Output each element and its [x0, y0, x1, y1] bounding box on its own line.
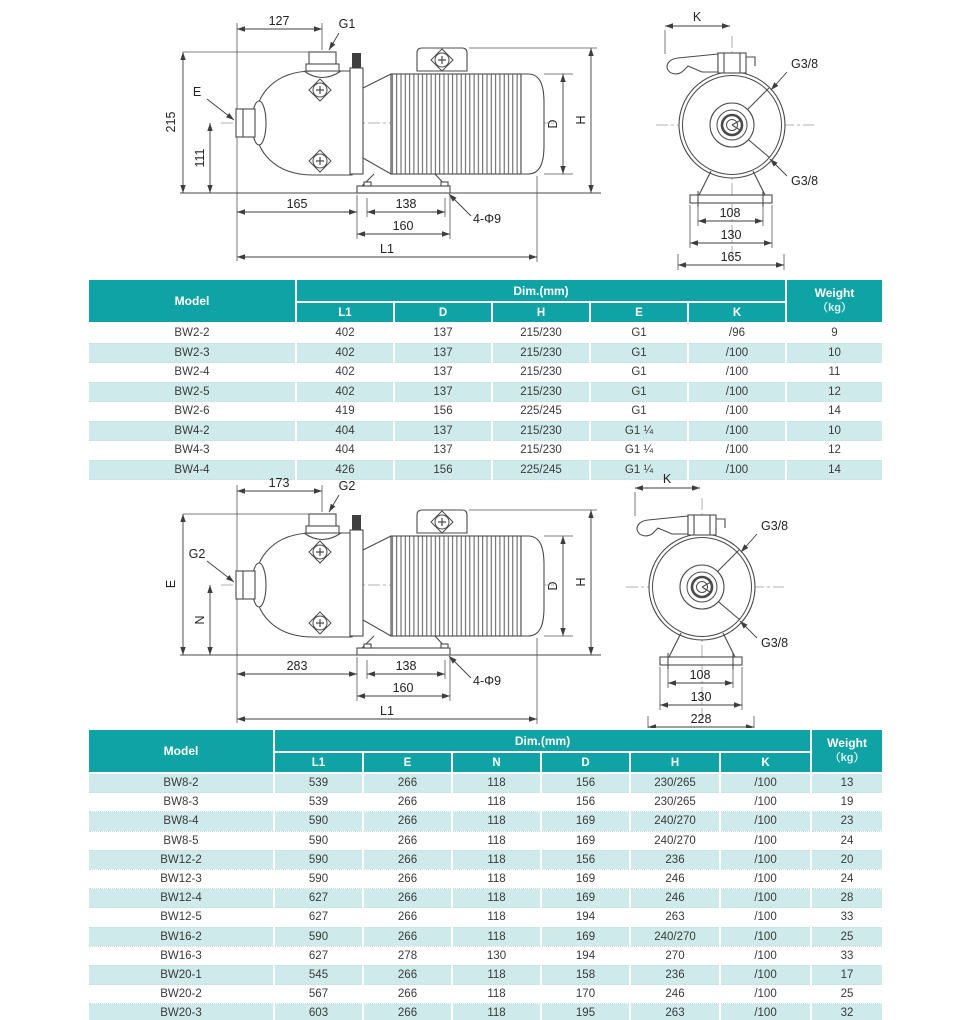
- dim-label-height-outer: E: [164, 579, 178, 589]
- value-cell: 137: [394, 343, 492, 363]
- model-cell: BW4-2: [88, 421, 296, 441]
- value-cell: 10: [786, 343, 883, 363]
- plug-label-bottom: G3/8: [791, 174, 819, 188]
- value-cell: 225/245: [492, 460, 590, 480]
- dim-label-base: 130: [720, 228, 742, 242]
- pump-end-view-drawing-1: [640, 8, 960, 274]
- value-cell: 404: [296, 421, 394, 441]
- value-cell: 118: [452, 773, 541, 793]
- value-cell: 137: [394, 382, 492, 402]
- value-cell: 118: [452, 1004, 541, 1020]
- value-cell: 225/245: [492, 402, 590, 422]
- value-cell: 118: [452, 869, 541, 888]
- value-cell: 230/265: [630, 793, 720, 812]
- model-cell: BW2-6: [88, 402, 296, 422]
- model-column-header: Model: [88, 729, 274, 773]
- value-cell: 266: [363, 985, 452, 1004]
- value-cell: 156: [541, 850, 630, 869]
- value-cell: 240/270: [630, 831, 720, 850]
- value-cell: 137: [394, 441, 492, 461]
- value-cell: /96: [688, 323, 786, 343]
- dim-label-bolt: 108: [689, 668, 711, 682]
- dim-label-total-height: H: [574, 577, 588, 587]
- port-label-top: G2: [338, 479, 356, 493]
- table-row: [88, 965, 883, 984]
- value-cell: 240/270: [630, 812, 720, 831]
- value-cell: 266: [363, 869, 452, 888]
- table-row: [88, 850, 883, 869]
- value-cell: G1 ¼: [590, 460, 688, 480]
- value-cell: 137: [394, 421, 492, 441]
- motor-fins: [391, 536, 521, 636]
- value-cell: 11: [786, 363, 883, 383]
- model-cell: BW20-3: [88, 1004, 274, 1020]
- model-cell: BW8-5: [88, 831, 274, 850]
- pump-casing: [255, 533, 352, 637]
- value-cell: /100: [720, 793, 811, 812]
- value-cell: /100: [688, 363, 786, 383]
- dim-label-overall: 165: [720, 250, 742, 264]
- value-cell: /100: [688, 460, 786, 480]
- value-cell: 130: [452, 946, 541, 965]
- value-cell: 19: [811, 793, 883, 812]
- model-cell: BW12-5: [88, 908, 274, 927]
- coupling: [350, 530, 363, 636]
- value-cell: 266: [363, 1004, 452, 1020]
- dim-column-header: L1: [296, 302, 394, 323]
- value-cell: 236: [630, 965, 720, 984]
- dim-column-header: N: [452, 752, 541, 773]
- model-cell: BW2-2: [88, 323, 296, 343]
- value-cell: 13: [811, 773, 883, 793]
- model-column-header: Model: [88, 279, 296, 323]
- table-row: [88, 402, 883, 422]
- value-cell: 603: [274, 1004, 363, 1020]
- value-cell: 246: [630, 985, 720, 1004]
- base-plate: [690, 195, 772, 203]
- vent-plug: [352, 53, 361, 68]
- value-cell: /100: [688, 441, 786, 461]
- value-cell: 627: [274, 889, 363, 908]
- dimension-table-bw2-bw4: [87, 278, 884, 480]
- dim-column-header: D: [541, 752, 630, 773]
- plug-label-top: G3/8: [791, 57, 819, 71]
- value-cell: G1: [590, 363, 688, 383]
- value-cell: 402: [296, 382, 394, 402]
- value-cell: 20: [811, 850, 883, 869]
- value-cell: 118: [452, 927, 541, 946]
- dim-label-foot-left: 165: [286, 197, 308, 211]
- value-cell: 195: [541, 1004, 630, 1020]
- value-cell: 590: [274, 812, 363, 831]
- pump-casing: [255, 71, 352, 175]
- value-cell: G1: [590, 323, 688, 343]
- value-cell: 25: [811, 985, 883, 1004]
- bolt-note-label: 4-Φ9: [473, 212, 502, 226]
- dim-column-header: E: [363, 752, 452, 773]
- dim-label-foot-len: 160: [392, 681, 414, 695]
- value-cell: 539: [274, 773, 363, 793]
- motor-fins: [391, 74, 521, 174]
- value-cell: 230/265: [630, 773, 720, 793]
- value-cell: 266: [363, 812, 452, 831]
- value-cell: 137: [394, 363, 492, 383]
- value-cell: 263: [630, 1004, 720, 1020]
- value-cell: 169: [541, 831, 630, 850]
- value-cell: G1: [590, 382, 688, 402]
- value-cell: 266: [363, 831, 452, 850]
- dim-label-k: K: [662, 472, 672, 486]
- value-cell: 170: [541, 985, 630, 1004]
- pump-end-view-drawing-2: [610, 470, 930, 736]
- table-row: [88, 323, 883, 343]
- dim-label-overall: 228: [690, 712, 712, 726]
- dim-label-k: K: [692, 10, 702, 24]
- value-cell: 194: [541, 946, 630, 965]
- model-cell: BW2-3: [88, 343, 296, 363]
- value-cell: 24: [811, 831, 883, 850]
- value-cell: 118: [452, 965, 541, 984]
- table-row: [88, 1004, 883, 1020]
- value-cell: 156: [541, 793, 630, 812]
- value-cell: 169: [541, 812, 630, 831]
- value-cell: 137: [394, 323, 492, 343]
- weight-column-header: Weight （kg）: [786, 279, 883, 323]
- value-cell: 590: [274, 869, 363, 888]
- plug-label-bottom: G3/8: [761, 636, 789, 650]
- value-cell: 215/230: [492, 421, 590, 441]
- dim-label-total-height: H: [574, 115, 588, 125]
- model-cell: BW12-4: [88, 889, 274, 908]
- value-cell: 246: [630, 889, 720, 908]
- discharge-spout: [667, 54, 718, 74]
- value-cell: 266: [363, 793, 452, 812]
- value-cell: 215/230: [492, 323, 590, 343]
- value-cell: 118: [452, 908, 541, 927]
- table-row: [88, 908, 883, 927]
- dim-label-foot-len: 160: [392, 219, 414, 233]
- value-cell: 402: [296, 323, 394, 343]
- dim-column-header: D: [394, 302, 492, 323]
- value-cell: 263: [630, 908, 720, 927]
- dim-label-base: 130: [690, 690, 712, 704]
- inlet-label: E: [192, 85, 202, 99]
- value-cell: 156: [394, 460, 492, 480]
- top-port: [718, 53, 746, 73]
- value-cell: /100: [688, 421, 786, 441]
- pump-side-view-drawing-1: [85, 8, 615, 270]
- dim-label-foot-left: 283: [286, 659, 308, 673]
- value-cell: 10: [786, 421, 883, 441]
- value-cell: /100: [720, 850, 811, 869]
- value-cell: 236: [630, 850, 720, 869]
- value-cell: 32: [811, 1004, 883, 1020]
- model-cell: BW4-4: [88, 460, 296, 480]
- value-cell: /100: [720, 946, 811, 965]
- table-row: [88, 382, 883, 402]
- dim-label-bolt: 108: [719, 206, 741, 220]
- dim-label-top-width: 127: [268, 14, 290, 28]
- dimension-table-bw8-bw20: [87, 728, 884, 1020]
- discharge-spout: [637, 516, 688, 536]
- dim-label-bolt-span: 138: [395, 197, 417, 211]
- value-cell: 12: [786, 382, 883, 402]
- value-cell: 14: [786, 402, 883, 422]
- value-cell: 14: [786, 460, 883, 480]
- table-row: [88, 946, 883, 965]
- dim-label-total-len: L1: [380, 242, 394, 256]
- table-row: [88, 812, 883, 831]
- coupling: [350, 68, 363, 174]
- motor-end-cap: [521, 74, 544, 174]
- value-cell: 169: [541, 927, 630, 946]
- dim-column-header: H: [492, 302, 590, 323]
- value-cell: /100: [720, 985, 811, 1004]
- value-cell: G1: [590, 343, 688, 363]
- dim-label-motor-dia: D: [546, 119, 560, 129]
- value-cell: /100: [720, 869, 811, 888]
- inlet-label: G2: [188, 547, 206, 561]
- value-cell: 118: [452, 812, 541, 831]
- value-cell: 404: [296, 441, 394, 461]
- value-cell: /100: [688, 382, 786, 402]
- table-row: [88, 343, 883, 363]
- dim-column-header: E: [590, 302, 688, 323]
- value-cell: /100: [720, 965, 811, 984]
- model-cell: BW2-5: [88, 382, 296, 402]
- value-cell: 240/270: [630, 927, 720, 946]
- dim-label-height-inner: N: [193, 615, 207, 625]
- value-cell: /100: [720, 812, 811, 831]
- table-row: [88, 869, 883, 888]
- top-port: [688, 515, 716, 535]
- table-row: [88, 793, 883, 812]
- value-cell: 545: [274, 965, 363, 984]
- value-cell: 266: [363, 927, 452, 946]
- model-cell: BW16-3: [88, 946, 274, 965]
- value-cell: 215/230: [492, 441, 590, 461]
- base-plate: [357, 186, 450, 193]
- value-cell: 426: [296, 460, 394, 480]
- inlet-port: [236, 109, 255, 137]
- value-cell: 33: [811, 908, 883, 927]
- table-row: [88, 773, 883, 793]
- value-cell: 23: [811, 812, 883, 831]
- dim-group-header: Dim.(mm): [296, 279, 786, 302]
- value-cell: 156: [541, 773, 630, 793]
- value-cell: 24: [811, 869, 883, 888]
- value-cell: 156: [394, 402, 492, 422]
- value-cell: 278: [363, 946, 452, 965]
- motor-end-cap: [521, 536, 544, 636]
- dim-column-header: L1: [274, 752, 363, 773]
- model-cell: BW20-2: [88, 985, 274, 1004]
- table-row: [88, 889, 883, 908]
- value-cell: 17: [811, 965, 883, 984]
- value-cell: 118: [452, 793, 541, 812]
- model-cell: BW20-1: [88, 965, 274, 984]
- value-cell: /100: [688, 343, 786, 363]
- plug-label-top: G3/8: [761, 519, 789, 533]
- pump-side-view-drawing-2: [85, 470, 615, 732]
- dim-column-header: K: [720, 752, 811, 773]
- value-cell: 28: [811, 889, 883, 908]
- value-cell: 590: [274, 927, 363, 946]
- model-cell: BW16-2: [88, 927, 274, 946]
- table-row: [88, 421, 883, 441]
- value-cell: 12: [786, 441, 883, 461]
- value-cell: 215/230: [492, 343, 590, 363]
- value-cell: 215/230: [492, 382, 590, 402]
- value-cell: 33: [811, 946, 883, 965]
- value-cell: 627: [274, 908, 363, 927]
- dim-group-header: Dim.(mm): [274, 729, 811, 752]
- model-cell: BW12-2: [88, 850, 274, 869]
- value-cell: 539: [274, 793, 363, 812]
- dim-label-bolt-span: 138: [395, 659, 417, 673]
- base-plate: [357, 648, 450, 655]
- model-cell: BW4-3: [88, 441, 296, 461]
- value-cell: 266: [363, 965, 452, 984]
- value-cell: 419: [296, 402, 394, 422]
- value-cell: 266: [363, 850, 452, 869]
- value-cell: G1: [590, 402, 688, 422]
- dim-column-header: H: [630, 752, 720, 773]
- value-cell: 270: [630, 946, 720, 965]
- dim-column-header: K: [688, 302, 786, 323]
- value-cell: 266: [363, 908, 452, 927]
- value-cell: 590: [274, 831, 363, 850]
- table-row: [88, 927, 883, 946]
- value-cell: 246: [630, 869, 720, 888]
- model-cell: BW12-3: [88, 869, 274, 888]
- value-cell: /100: [720, 773, 811, 793]
- base-plate: [660, 657, 742, 665]
- dim-label-total-len: L1: [380, 704, 394, 718]
- value-cell: 118: [452, 850, 541, 869]
- table-row: [88, 441, 883, 461]
- port-label-top: G1: [338, 17, 356, 31]
- table-row: [88, 363, 883, 383]
- table-row: [88, 831, 883, 850]
- weight-column-header: Weight （kg）: [811, 729, 883, 773]
- value-cell: /100: [720, 1004, 811, 1020]
- value-cell: /100: [720, 908, 811, 927]
- value-cell: 169: [541, 889, 630, 908]
- value-cell: 118: [452, 831, 541, 850]
- value-cell: 169: [541, 869, 630, 888]
- value-cell: 158: [541, 965, 630, 984]
- dim-label-motor-dia: D: [546, 581, 560, 591]
- model-cell: BW8-3: [88, 793, 274, 812]
- model-cell: BW2-4: [88, 363, 296, 383]
- bolt-note-label: 4-Φ9: [473, 674, 502, 688]
- value-cell: 215/230: [492, 363, 590, 383]
- value-cell: 266: [363, 889, 452, 908]
- value-cell: /100: [720, 889, 811, 908]
- inlet-port: [236, 571, 255, 599]
- value-cell: 118: [452, 985, 541, 1004]
- value-cell: 266: [363, 773, 452, 793]
- table-row: [88, 985, 883, 1004]
- value-cell: /100: [688, 402, 786, 422]
- vent-plug: [352, 515, 361, 530]
- value-cell: G1 ¼: [590, 421, 688, 441]
- dim-label-height-outer: 215: [164, 111, 178, 133]
- value-cell: G1 ¼: [590, 441, 688, 461]
- dim-label-height-inner: 111: [193, 148, 207, 168]
- value-cell: 25: [811, 927, 883, 946]
- value-cell: 627: [274, 946, 363, 965]
- value-cell: 402: [296, 343, 394, 363]
- dim-label-top-width: 173: [268, 476, 290, 490]
- value-cell: 567: [274, 985, 363, 1004]
- model-cell: BW8-2: [88, 773, 274, 793]
- value-cell: /100: [720, 927, 811, 946]
- value-cell: 590: [274, 850, 363, 869]
- value-cell: 194: [541, 908, 630, 927]
- model-cell: BW8-4: [88, 812, 274, 831]
- value-cell: 9: [786, 323, 883, 343]
- value-cell: /100: [720, 831, 811, 850]
- value-cell: 402: [296, 363, 394, 383]
- value-cell: 118: [452, 889, 541, 908]
